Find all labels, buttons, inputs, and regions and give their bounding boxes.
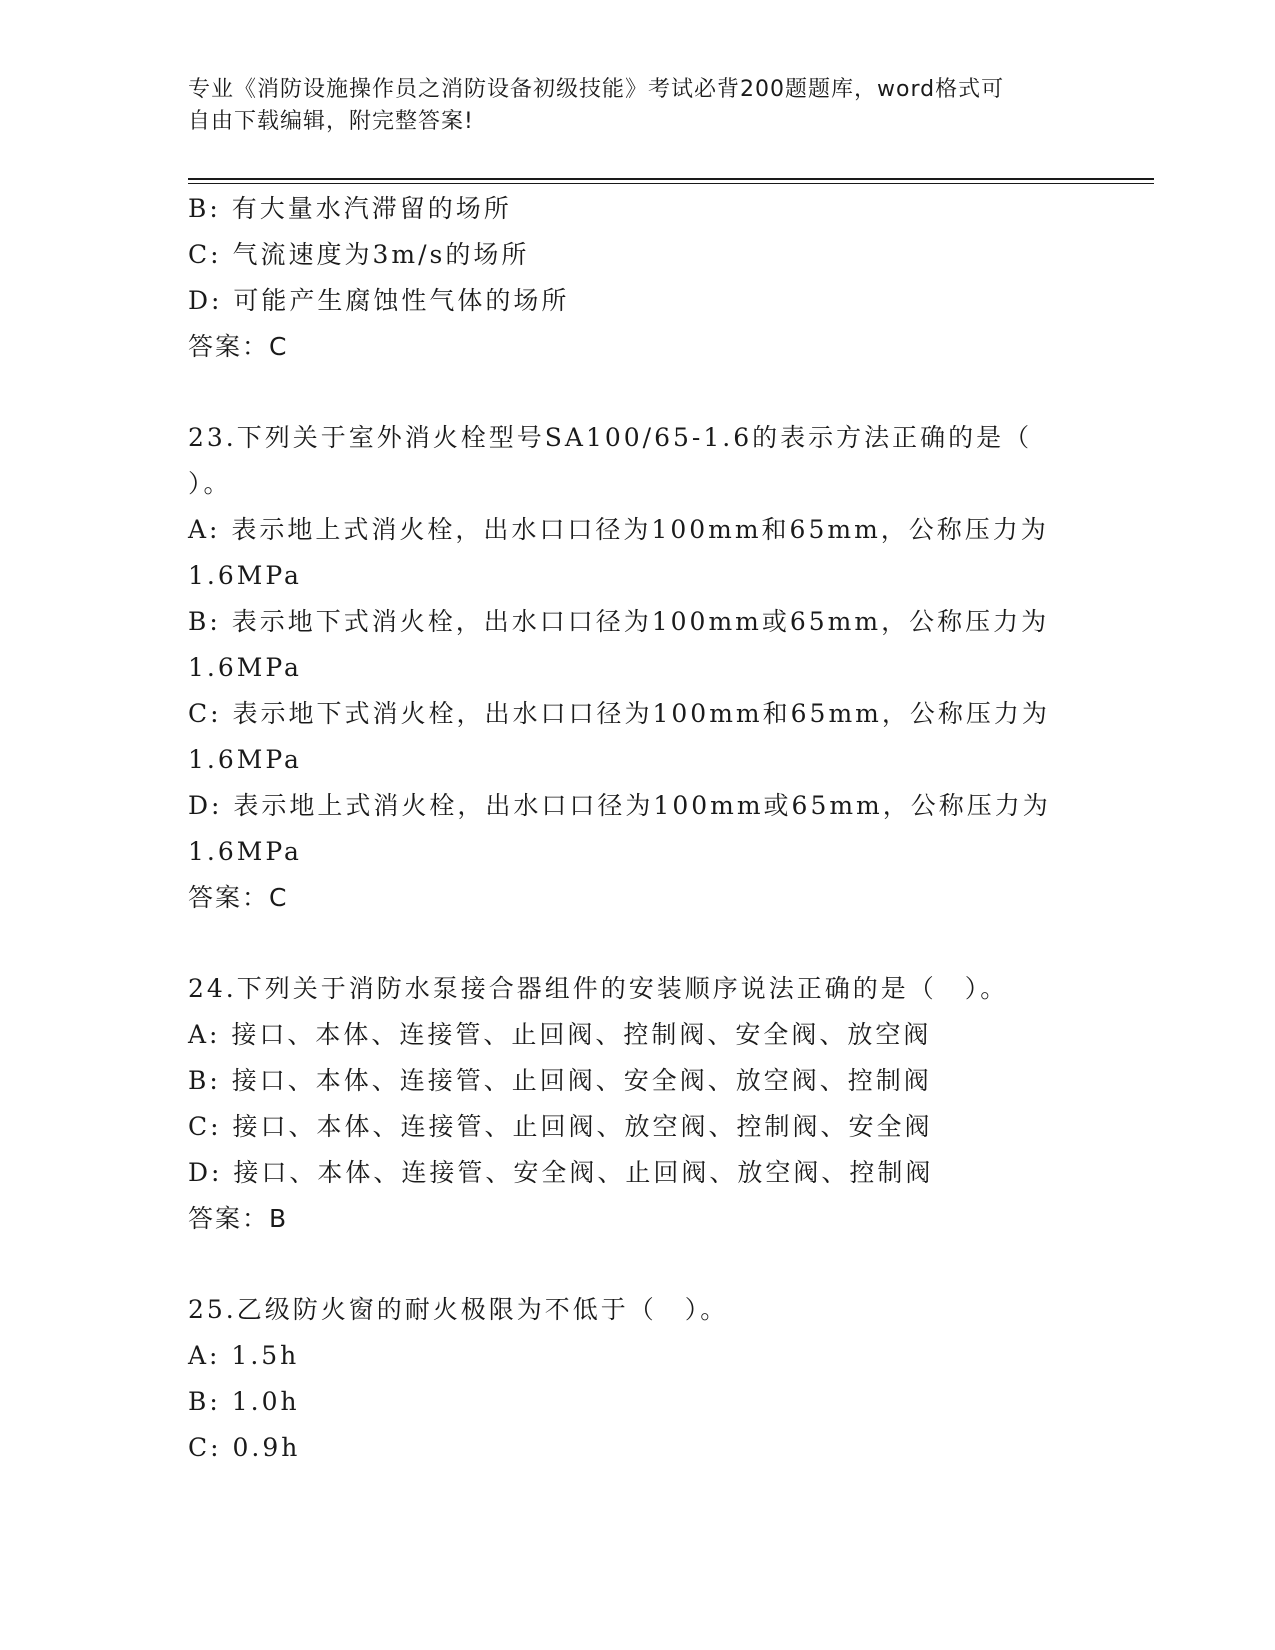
option-d: D: 接口、本体、连接管、安全阀、止回阀、放空阀、控制阀	[188, 1158, 934, 1187]
header-title-line-2: 自由下载编辑，附完整答案!	[188, 109, 474, 134]
option-d: D: 可能产生腐蚀性气体的场所	[188, 286, 570, 315]
spacer	[188, 370, 1088, 415]
header-title-line-1: 专业《消防设施操作员之消防设备初级技能》考试必背200题题库，word格式可	[188, 77, 1005, 102]
question-23	[188, 415, 1088, 921]
question-stem: 24.下列关于消防水泵接合器组件的安装顺序说法正确的是（ ）。	[188, 974, 1009, 1003]
question-24	[188, 966, 1088, 1242]
option-b-line-2: 1.6MPa	[188, 653, 302, 682]
header-divider-thin	[188, 183, 1154, 184]
option-a-line-1: A: 表示地上式消火栓，出水口口径为100mm和65mm，公称压力为	[188, 515, 1049, 544]
question-22	[188, 186, 1088, 370]
option-d-line-2: 1.6MPa	[188, 837, 302, 866]
header-divider-thick	[188, 178, 1154, 180]
option-d-line-1: D: 表示地上式消火栓，出水口口径为100mm或65mm，公称压力为	[188, 791, 1051, 820]
document-header	[188, 74, 1068, 138]
option-c: C: 接口、本体、连接管、止回阀、放空阀、控制阀、安全阀	[188, 1112, 933, 1141]
question-25	[188, 1287, 1088, 1471]
option-a: A: 接口、本体、连接管、止回阀、控制阀、安全阀、放空阀	[188, 1020, 932, 1049]
spacer	[188, 921, 1088, 966]
question-stem-line-2: ）。	[188, 469, 232, 498]
option-a-line-2: 1.6MPa	[188, 561, 302, 590]
question-list	[188, 186, 1088, 1471]
question-stem: 25.乙级防火窗的耐火极限为不低于（ ）。	[188, 1295, 729, 1324]
answer-line: 答案：B	[188, 1204, 289, 1233]
option-b: B: 接口、本体、连接管、止回阀、安全阀、放空阀、控制阀	[188, 1066, 932, 1095]
question-stem-line-1: 23.下列关于室外消火栓型号SA100/65-1.6的表示方法正确的是（	[188, 423, 1033, 452]
option-c: C: 0.9h	[188, 1433, 301, 1462]
option-b: B: 1.0h	[188, 1387, 300, 1416]
option-c-line-2: 1.6MPa	[188, 745, 302, 774]
answer-line: 答案：C	[188, 883, 289, 912]
option-b-line-1: B: 表示地下式消火栓，出水口口径为100mm或65mm，公称压力为	[188, 607, 1050, 636]
option-c-line-1: C: 表示地下式消火栓，出水口口径为100mm和65mm，公称压力为	[188, 699, 1050, 728]
option-c: C: 气流速度为3m/s的场所	[188, 240, 530, 269]
answer-line: 答案：C	[188, 332, 289, 361]
option-b: B: 有大量水汽滞留的场所	[188, 194, 512, 223]
option-a: A: 1.5h	[188, 1341, 300, 1370]
spacer	[188, 1242, 1088, 1287]
